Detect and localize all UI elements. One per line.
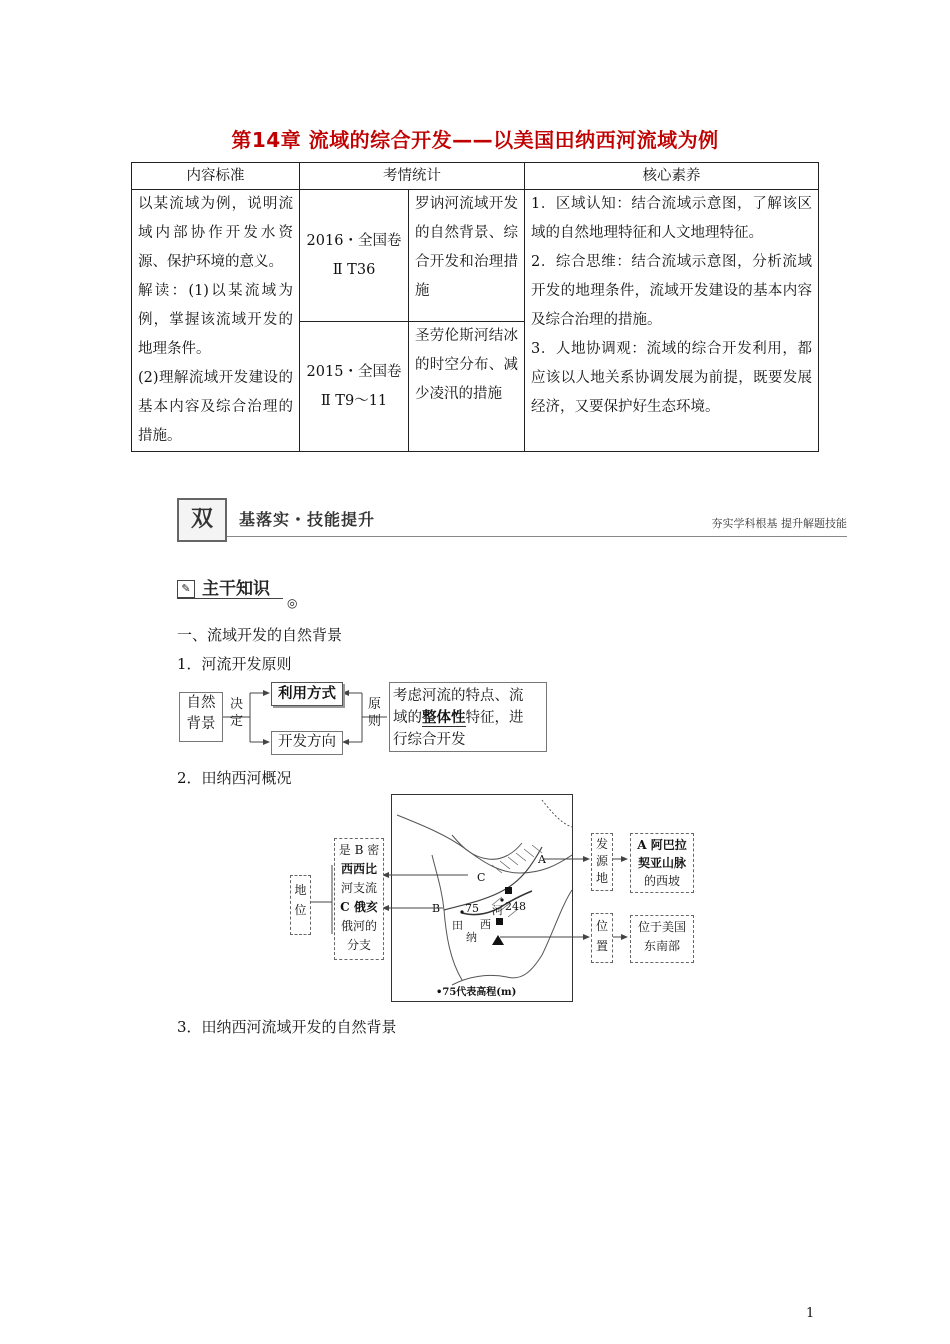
standard-text-2: 解读：(1)以某流域为例，掌握该流域开发的地理条件。 — [138, 283, 293, 357]
literacy-cell — [525, 190, 819, 452]
box-text: 位于美国 — [637, 920, 686, 934]
source-box — [630, 833, 694, 893]
text-span: 特征，进 — [465, 710, 524, 726]
box-text — [393, 707, 543, 729]
location-label-box — [591, 913, 613, 963]
river-char-3: 西 — [480, 918, 491, 931]
banner-rule — [227, 536, 847, 537]
river-char-1: 田 — [452, 919, 463, 932]
pen-icon: ✎ — [177, 580, 195, 598]
box-text: 分支 — [346, 938, 371, 952]
branch-box — [334, 838, 384, 960]
box-text: 行综合开发 — [393, 732, 466, 748]
stat-year-2: 2015・全国卷Ⅱ T9～11 — [300, 322, 409, 452]
box-text: 东南部 — [643, 939, 680, 953]
label-text: 地 — [595, 871, 608, 885]
label-text: 决 — [230, 697, 244, 712]
label-text: 则 — [368, 714, 382, 729]
stat-topic-1: 罗讷河流域开发的自然背景、综合开发和治理措施 — [409, 190, 525, 322]
banner-slogan: 夯实学科根基 提升解题技能 — [711, 517, 847, 530]
map-legend: •75代表高程(m) — [436, 987, 517, 998]
tennessee-diagram — [288, 793, 700, 1005]
standard-cell — [132, 190, 300, 452]
box-text: 背景 — [186, 716, 216, 732]
literacy-text-2: 2．综合思维：结合流域示意图，分析流域开发的地理条件，流域开发建设的基本内容及综合治理的措施。 — [531, 254, 812, 328]
natural-background-box — [179, 692, 223, 742]
standard-text-3: (2)理解流域开发建设的基本内容及综合治理的措施。 — [138, 370, 293, 444]
text-span: 域的 — [393, 710, 422, 726]
item-basin-background: 3．田纳西河流域开发的自然背景 — [177, 1018, 397, 1036]
standard-text-1: 以某流域为例，说明流域内部协作开发水资源、保护环境的意义。 — [138, 196, 293, 270]
stat-year-1: 2016・全国卷Ⅱ T36 — [300, 190, 409, 322]
box-text: 河支流 — [340, 881, 377, 895]
box-text: A 阿巴拉 — [637, 838, 687, 852]
header-stats: 考情统计 — [300, 163, 525, 190]
label-text: 置 — [595, 939, 608, 953]
source-label-box — [591, 833, 613, 891]
curriculum-table — [131, 162, 819, 452]
map-label-a: A — [538, 853, 546, 866]
section-underline — [177, 598, 283, 599]
decide-label — [230, 696, 243, 730]
heading-natural-background: 一、流域开发的自然背景 — [177, 626, 343, 644]
page-title: 第14章 流域的综合开发——以美国田纳西河流域为例 — [231, 128, 719, 152]
section-banner — [177, 498, 847, 544]
principle-diagram — [178, 682, 550, 754]
header-standard: 内容标准 — [132, 163, 300, 190]
label-text: 地 — [294, 883, 307, 897]
direction-box: 开发方向 — [271, 731, 343, 755]
label-text: 位 — [294, 903, 307, 917]
usage-box: 利用方式 — [271, 682, 343, 706]
label-text: 原 — [368, 697, 382, 712]
river-char-2: 纳 — [466, 931, 477, 944]
label-text: 发 — [595, 837, 608, 851]
label-text: 位 — [595, 919, 608, 933]
elevation-75: 75 — [465, 902, 479, 915]
map-label-b: B — [432, 902, 441, 915]
stat-topic-2: 圣劳伦斯河结冰的时空分布、减少凌汛的措施 — [409, 322, 525, 452]
map-label-c: C — [477, 871, 486, 884]
integrity-keyword: 整体性 — [422, 709, 466, 726]
literacy-text-3: 3．人地协调观：流域的综合开发利用，都应该以人地关系协调发展为前提，既要发展经济，又要保护好生态环境。 — [531, 341, 812, 415]
item-principle: 1．河流开发原则 — [177, 655, 292, 673]
header-literacy: 核心素养 — [525, 163, 819, 190]
page-number: 1 — [806, 1306, 815, 1321]
table-header-row — [132, 163, 819, 190]
elevation-248: 248 — [505, 900, 526, 913]
bullseye-icon: ◎ — [287, 596, 298, 610]
box-text: 的西坡 — [643, 874, 680, 888]
section-title: 主干知识 — [202, 579, 270, 599]
box-text: 考虑河流的特点、流 — [393, 688, 524, 704]
box-text: C 俄亥 — [340, 900, 378, 914]
banner-badge: 双 — [177, 498, 227, 542]
box-text: 西西比 — [340, 862, 377, 876]
literacy-text-1: 1．区域认知：结合流域示意图，了解该区域的自然地理特征和人文地理特征。 — [531, 196, 812, 241]
section-heading — [177, 574, 298, 610]
label-text: 源 — [595, 854, 608, 868]
table-row — [132, 190, 819, 322]
banner-title: 基落实・技能提升 — [239, 510, 376, 529]
river-char-4: 河 — [492, 904, 503, 917]
item-overview: 2．田纳西河概况 — [177, 769, 292, 787]
consider-box — [389, 682, 547, 752]
box-text: 是 B 密 — [338, 843, 380, 857]
principle-label — [368, 696, 381, 730]
label-text: 定 — [230, 714, 244, 729]
box-text: 俄河的 — [340, 919, 377, 933]
box-text: 自然 — [186, 695, 216, 711]
box-text: 契亚山脉 — [637, 856, 686, 870]
status-label-box — [290, 875, 311, 935]
location-box — [630, 915, 694, 963]
